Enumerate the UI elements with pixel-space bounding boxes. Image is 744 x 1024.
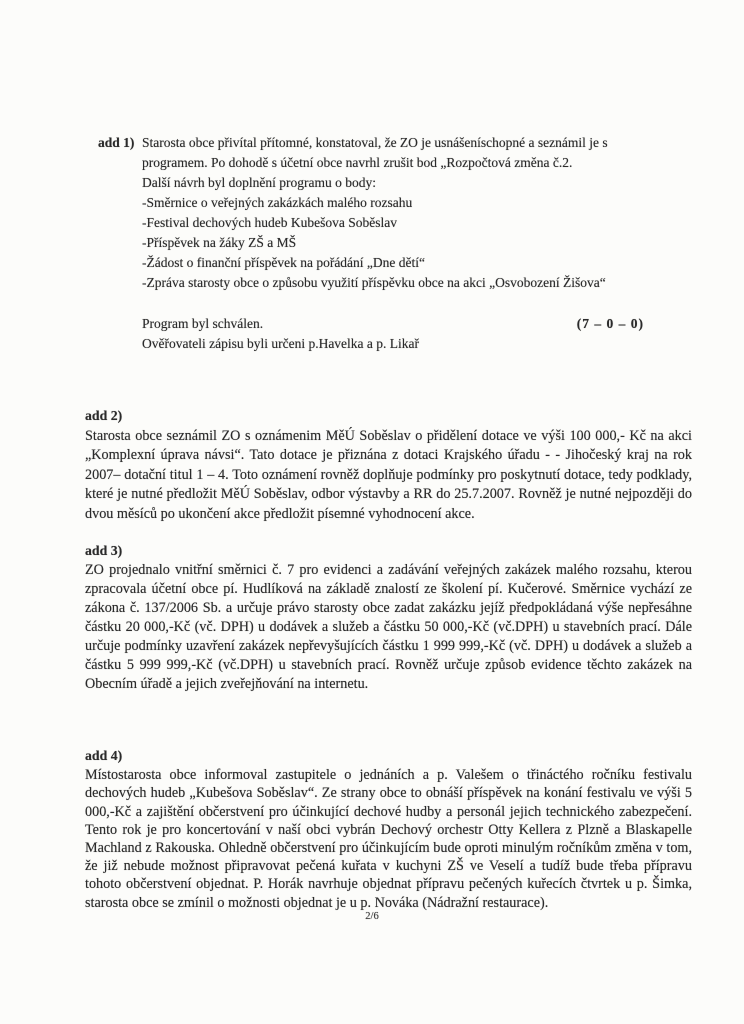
section-add-3-body: ZO projednalo vnitřní směrnici č. 7 pro evidenci a zadávání veřejných zakázek malého rozsahu, kterou zpracovala účetní obce pí. Hudlíková na základě znalostí ze školení pí. Kučerové. Směrnice vychází ze zákona č. 137/2006 Sb. a určuje právo starosty obce zadat zakázku jejíž předpokládaná výše nepřesáhne částku 20 000,-Kč (vč. DPH) u dodávek a služeb a částku 50 000,-Kč (vč.DPH) u stavebních prací. Dále určuje podmínky uzavření zakázek nepřevyšujících částku 1 999 999,-Kč (vč. DPH) u dodávek a služeb a částku 5 999 999,-Kč (vč.DPH) u stavebních prací. Rovněž určuje způsob evidence těchto zakázek na Obecním úřadě a jejich zveřejňování na internetu. (85, 562, 692, 692)
agenda-item: -Zpráva starosty obce o způsobu využití příspěvku obce na akci „Osvobození Žišova“ (142, 275, 606, 290)
add-1-intro-paragraph: Starosta obce přivítal přítomné, konstatoval, že ZO je usnášeníschopné a seznámil je s programem. Po dohodě s účetní obce navrhl zrušit bod „Rozpočtová změna č.2. (142, 135, 608, 170)
agenda-item: -Festival dechových hudeb Kubešova Soběslav (142, 215, 397, 230)
agenda-item: -Žádost o finanční příspěvek na pořádání „Dne dětí“ (142, 255, 426, 270)
section-add-1-label: add 1) (98, 135, 135, 150)
add-1-intro-line-2: Další návrh byl doplnění programu o body: (142, 175, 376, 190)
agenda-list (142, 193, 646, 293)
section-add-1-content (142, 133, 646, 354)
vote-tally: (7 – 0 – 0) (576, 316, 644, 331)
section-add-2-body: Starosta obce seznámil ZO s oznámenim MěÚ Soběslav o přidělení dotace ve výši 100 000,- Kč na akci „Komplexní úprava návsi“. Tato dotace je přiznána z dotaci Krajského úřadu - - Jihočeský kraj na rok 2007– dotační titul 1 – 4. Toto oznámení rovněž doplňuje podmínky pro poskytnutí dotace, tedy podklady, které je nutné předložit MěÚ Soběslav, odbor výstavby a RR do 25.7.2007. Rovněž je nutné nejpozději do dvou měsíců po ukončení akce předložit písemné vyhodnocení akce. (85, 427, 692, 522)
section-add-2 (85, 406, 692, 524)
section-add-4-label: add 4) (85, 748, 123, 763)
section-add-3-label: add 3) (85, 543, 123, 558)
agenda-item: -Příspěvek na žáky ZŠ a MŠ (142, 235, 297, 250)
section-add-4-body: Místostarosta obce informoval zastupitele o jednáních a p. Valešem o třináctého ročníku festivalu dechových hudeb „Kubešova Soběslav“. Ze strany obce to obnáší příspěvek na konání festivalu ve výši 5 000,-Kč a zajištění občerstvení pro účinkující dechové hudby a personál jejich technického zabezpečení. Tento rok je pro koncertování v naší obci vybrán Dechový orchestr Otty Kellera z Plzně a Blaskapelle Machland z Rakouska. Ohledně občerstvení pro účinkujícím bude oproti minulým ročníkům změna v tom, že již nebude možnost připravovat pečená kuřata v kuchyni ZŠ ve Veselí a tudíž bude třeba přípravu tohoto občerstvení objednat. P. Horák navrhuje objednat přípravu pečených kuřecích čtvrtek u p. Šimka, starosta obce se zmínil o možnosti objednat je u p. Nováka (Nádražní restaurace). (85, 767, 692, 911)
section-add-1 (98, 133, 646, 354)
page-number: 2/6 (365, 911, 379, 922)
verifiers-line: Ověřovateli zápisu byli určeni p.Havelka a p. Likař (142, 336, 420, 351)
section-add-2-label: add 2) (85, 408, 123, 423)
approval-text: Program byl schválen. (142, 316, 264, 331)
section-add-4 (85, 747, 692, 912)
agenda-item: -Směrnice o veřejných zakázkách malého rozsahu (142, 195, 413, 210)
section-add-3 (85, 541, 692, 694)
approval-row (142, 314, 646, 334)
